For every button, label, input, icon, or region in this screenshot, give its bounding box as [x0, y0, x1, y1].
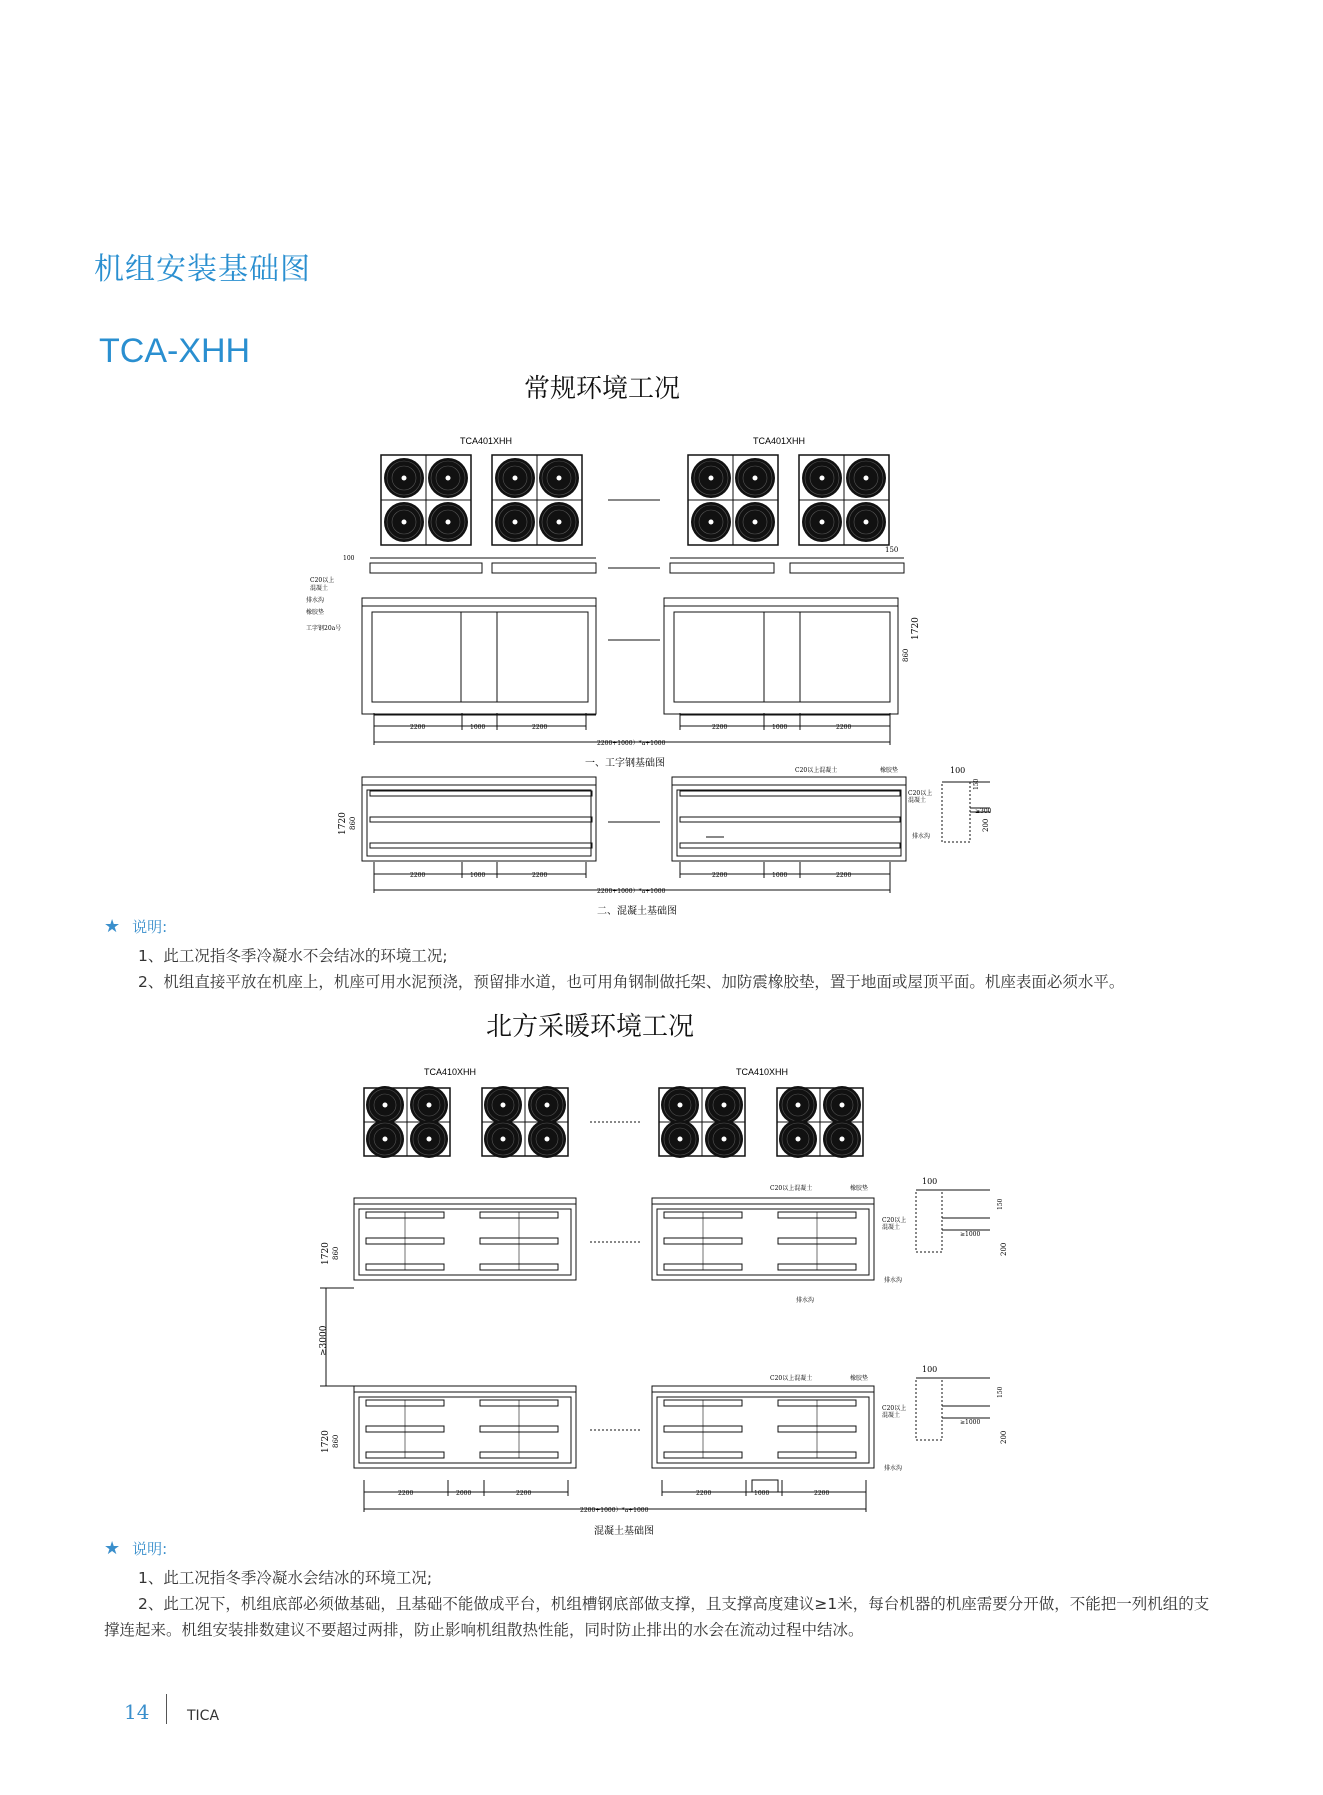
unit-3	[659, 1086, 745, 1158]
unit-label-right: TCA401XHH	[753, 436, 806, 446]
label-concrete: 混凝土	[908, 797, 927, 804]
section2-drawing	[0, 1060, 1323, 1550]
dim-1720: 1720	[338, 812, 348, 835]
dim-2200: 2200	[712, 724, 728, 731]
dim-label: 150	[885, 546, 899, 554]
page-number: 14	[124, 1700, 150, 1724]
dim-150: 150	[997, 1386, 1004, 1398]
dim-gte300: ≥300	[975, 808, 992, 815]
footer-brand: TICA	[187, 1708, 220, 1724]
dim-150: 150	[973, 778, 980, 790]
label-concrete: 混凝土	[882, 1224, 901, 1231]
footer-divider	[166, 1694, 167, 1724]
dim-2200: 2200	[696, 1490, 712, 1497]
note-2-1: 1、此工况指冬季冷凝水会结冰的环境工况;	[138, 1569, 433, 1587]
unit-1	[381, 455, 471, 545]
plan-row2-right	[652, 1386, 874, 1468]
dim-200: 200	[1000, 1430, 1008, 1444]
label-concrete: 混凝土	[310, 585, 329, 592]
note-2-3: 撑连起来。机组安装排数建议不要超过两排，防止影响机组散热性能，同时防止排出的水会在流动过程中结冰。	[104, 1621, 864, 1639]
label-ibeam: 工字钢20a号	[306, 625, 342, 632]
dim-1720: 1720	[911, 617, 921, 640]
section1-title: 常规环境工况	[523, 374, 680, 404]
section1-drawing	[0, 430, 1323, 950]
unit-1	[364, 1086, 450, 1158]
dim-1720: 1720	[321, 1430, 331, 1453]
dim-100: 100	[922, 1177, 938, 1186]
note-1-1: 1、此工况指冬季冷凝水不会结冰的环境工况;	[138, 947, 448, 965]
unit-2	[492, 455, 582, 545]
dim-2200: 2200	[836, 724, 852, 731]
page-title: 机组安装基础图	[94, 252, 311, 287]
dim-100: 100	[950, 766, 966, 775]
dim-2200: 2200	[836, 872, 852, 879]
unit-3	[688, 455, 778, 545]
dim-2200: 2200	[398, 1490, 414, 1497]
dim-860: 860	[332, 1434, 340, 1448]
dim-2200: 2200	[532, 724, 548, 731]
dim-1000: 1000	[470, 872, 486, 879]
plan-row2-left	[354, 1386, 576, 1468]
label-rubber: 橡胶垫	[306, 609, 325, 616]
dim-gte1000: ≥1000	[960, 1231, 981, 1238]
dim-100: 100	[922, 1365, 938, 1374]
dim-total: 2200+1000）*a+1000	[597, 888, 666, 895]
notes-head-2	[104, 1538, 167, 1559]
label-rubber: 橡胶垫	[850, 1375, 869, 1382]
label-drain: 排水沟	[884, 1465, 903, 1472]
label-drain: 排水沟	[884, 1277, 903, 1284]
dim-label: 100	[343, 555, 355, 562]
dim-1000: 1000	[772, 872, 788, 879]
label-drain: 排水沟	[306, 597, 325, 604]
dim-2200: 2200	[712, 872, 728, 879]
dim-2200: 2200	[814, 1490, 830, 1497]
dim-gte3000: ≥3000	[319, 1325, 329, 1356]
dim-gte1000: ≥1000	[960, 1419, 981, 1426]
note-2-2: 2、此工况下，机组底部必须做基础，且基础不能做成平台，机组槽钢底部做支撑，且支撑高度建议≥1米，每台机器的机座需要分开做，不能把一列机组的支	[138, 1595, 1210, 1613]
dim-2200: 2200	[532, 872, 548, 879]
concrete-plan	[362, 777, 906, 861]
label-c20: C20以上	[310, 577, 335, 584]
plan-row1-left	[354, 1198, 576, 1280]
model-title: TCA-XHH	[99, 332, 251, 370]
unit-4	[777, 1086, 863, 1158]
detail-row2	[916, 1378, 990, 1440]
label-c20-concrete: C20以上混凝土	[770, 1185, 813, 1192]
dim-860: 860	[332, 1246, 340, 1260]
dim-1000: 1000	[470, 724, 486, 731]
notes-head-text: 说明:	[132, 918, 168, 936]
unit-label-left: TCA401XHH	[460, 436, 513, 446]
dim-860: 860	[902, 648, 910, 662]
dim-2200: 2200	[516, 1490, 532, 1497]
section2-title: 北方采暖环境工况	[485, 1012, 694, 1042]
caption-concrete: 二、混凝土基础图	[597, 906, 677, 917]
dim-150: 150	[997, 1198, 1004, 1210]
notes-head-text: 说明:	[132, 1540, 168, 1558]
dim-1000: 1000	[772, 724, 788, 731]
label-c20: C20以上	[908, 790, 933, 797]
star-icon: ★	[104, 1538, 121, 1559]
notes-head-1	[104, 916, 167, 937]
detail-row1	[916, 1190, 990, 1252]
dim-200: 200	[982, 818, 990, 832]
star-icon: ★	[104, 916, 121, 937]
unit-label-right: TCA410XHH	[736, 1067, 789, 1077]
dim-1720: 1720	[321, 1242, 331, 1265]
unit-2	[482, 1086, 568, 1158]
dim-total: 2200+1000）*a+1000	[580, 1507, 649, 1514]
label-c20: C20以上	[882, 1405, 907, 1412]
label-rubber: 橡胶垫	[850, 1185, 869, 1192]
dim-total: 2200+1000）*a+1000	[597, 740, 666, 747]
label-c20-concrete: C20以上混凝土	[770, 1375, 813, 1382]
note-1-2: 2、机组直接平放在机座上，机座可用水泥预浇，预留排水道，也可用角钢制做托架、加防震橡胶垫，置于地面或屋顶平面。机座表面必须水平。	[138, 973, 1125, 991]
label-drain: 排水沟	[912, 833, 931, 840]
dim-2200: 2200	[410, 724, 426, 731]
caption-concrete: 混凝土基础图	[594, 1526, 654, 1537]
label-c20-concrete: C20以上混凝土	[795, 767, 838, 774]
label-rubber: 橡胶垫	[880, 767, 899, 774]
caption-ibeam: 一、工字钢基础图	[585, 758, 665, 769]
dim-2200: 2200	[410, 872, 426, 879]
ibeam-plan	[362, 598, 898, 715]
dim-200: 200	[1000, 1242, 1008, 1256]
elevation-view	[310, 546, 904, 592]
label-concrete: 混凝土	[882, 1412, 901, 1419]
label-c20: C20以上	[882, 1217, 907, 1224]
unit-4	[799, 455, 889, 545]
dim-860: 860	[349, 816, 357, 830]
dim-1000: 1000	[754, 1490, 770, 1497]
unit-label-left: TCA410XHH	[424, 1067, 477, 1077]
label-drain: 排水沟	[796, 1297, 815, 1304]
dim-2000: 2000	[456, 1490, 472, 1497]
plan-row1-right	[652, 1198, 874, 1280]
